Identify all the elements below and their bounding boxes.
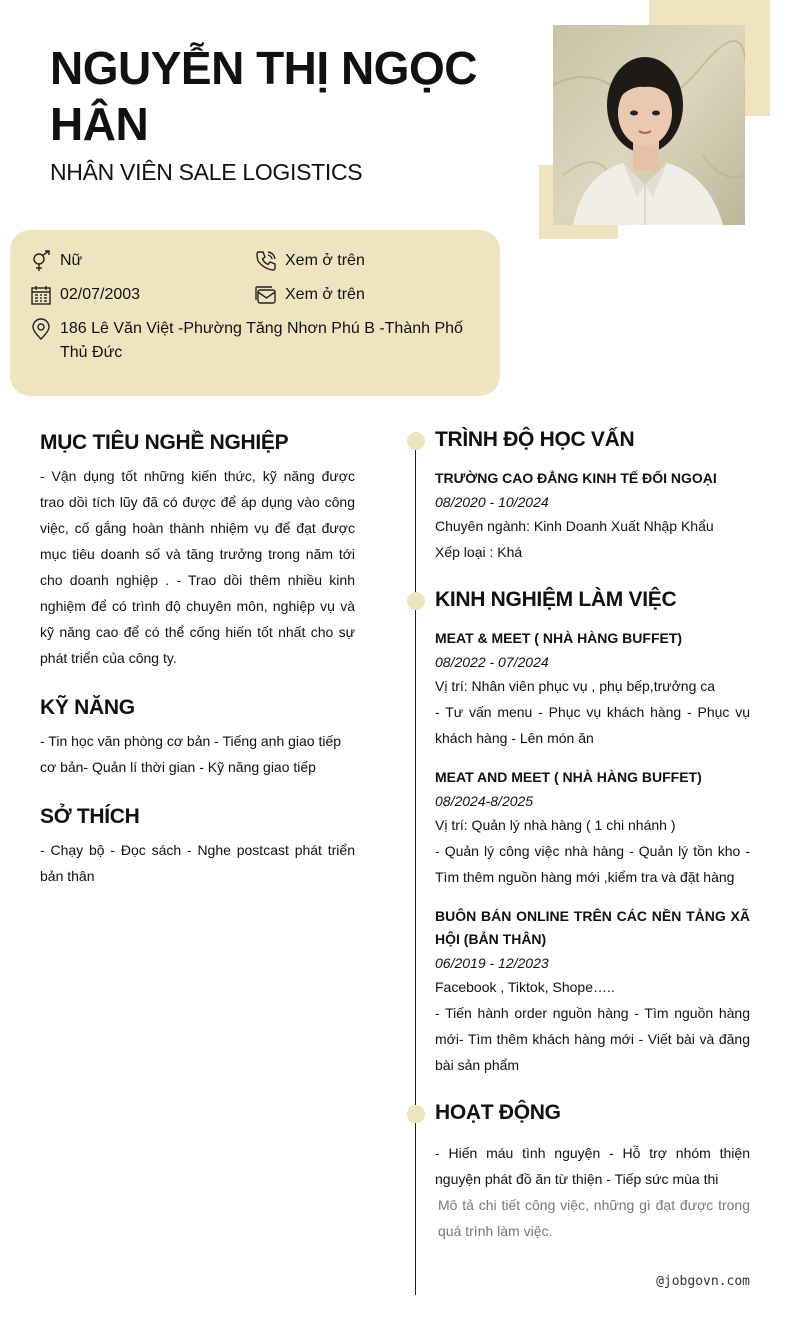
address-item bbox=[30, 317, 480, 365]
job-2-period: 08/2024-8/2025 bbox=[435, 793, 534, 809]
candidate-name: NGUYỄN THỊ NGỌC HÂN bbox=[50, 42, 477, 150]
calendar-icon bbox=[30, 283, 52, 307]
education-major: Chuyên ngành: Kinh Doanh Xuất Nhập Khẩu bbox=[435, 518, 714, 534]
timeline-dot-education bbox=[407, 432, 425, 450]
job-3-period: 06/2019 - 12/2023 bbox=[435, 955, 549, 971]
timeline-line bbox=[415, 441, 416, 1295]
hobbies-text: - Chạy bộ - Đọc sách - Nghe postcast phát triển bản thân bbox=[40, 842, 355, 884]
footer-credit: @jobgovn.com bbox=[656, 1274, 750, 1289]
objective-text: - Vận dụng tốt những kiến thức, kỹ năng được trao dồi tích lũy đã có được để áp dụng vào công việc, cố gắng hoàn thành nhiệm vụ để đạt được mục tiêu doanh số và tăng trưởng trong năm tới cho doanh nghiệp . - Trao dồi thêm nhiều kinh nghiệm để có trình độ chuyên môn, nghiệp vụ và kỹ năng cao để có thể cống hiến tốt nhất cho sự phát triển của công ty. bbox=[40, 468, 355, 666]
job-1-company: MEAT & MEET ( NHÀ HÀNG BUFFET) bbox=[435, 630, 683, 646]
activities-text: - Hiến máu tình nguyện - Hỗ trợ nhóm thiện nguyện phát đồ ăn từ thiện - Tiếp sức mùa thi bbox=[435, 1145, 750, 1187]
job-2-company: MEAT AND MEET ( NHÀ HÀNG BUFFET) bbox=[435, 769, 702, 785]
email-item bbox=[255, 283, 365, 307]
job-3-position: Facebook , Tiktok, Shope….. bbox=[435, 979, 615, 995]
education-period: 08/2020 - 10/2024 bbox=[435, 494, 549, 510]
gender-icon bbox=[30, 249, 52, 273]
address-value: 186 Lê Văn Việt -Phường Tăng Nhơn Phú B -Thành Phố Thủ Đức bbox=[60, 320, 463, 361]
birthday-item bbox=[30, 283, 140, 307]
activities-title: HOẠT ĐỘNG bbox=[435, 1101, 561, 1124]
birthday-value: 02/07/2003 bbox=[60, 286, 141, 303]
timeline-dot-activities bbox=[407, 1105, 425, 1123]
hobbies-title: SỞ THÍCH bbox=[40, 805, 140, 828]
phone-value: Xem ở trên bbox=[285, 252, 365, 269]
timeline-dot-experience bbox=[407, 592, 425, 610]
profile-photo bbox=[553, 25, 745, 225]
activities-description-placeholder: Mô tả chi tiết công việc, những gì đạt được trong quá trình làm việc. bbox=[438, 1197, 750, 1239]
job-1-description: - Tư vấn menu - Phục vụ khách hàng - Phục vụ khách hàng - Lên món ăn bbox=[435, 704, 750, 746]
contact-info-box bbox=[10, 230, 500, 396]
email-value: Xem ở trên bbox=[285, 286, 365, 303]
education-title: TRÌNH ĐỘ HỌC VẤN bbox=[435, 428, 635, 451]
job-2-position: Vị trí: Quản lý nhà hàng ( 1 chi nhánh ) bbox=[435, 817, 676, 833]
job-1-period: 08/2022 - 07/2024 bbox=[435, 654, 549, 670]
location-pin-icon bbox=[30, 317, 52, 341]
job-3-description: - Tiến hành order nguồn hàng - Tìm nguồn hàng mới- Tìm thêm khách hàng mới - Viết bài và đăng bài sản phẩm bbox=[435, 1005, 750, 1073]
skills-text: - Tin học văn phòng cơ bản - Tiếng anh giao tiếp cơ bản- Quản lí thời gian - Kỹ năng giao tiếp bbox=[40, 733, 342, 775]
job-1-position: Vị trí: Nhân viên phục vụ , phụ bếp,trưởng ca bbox=[435, 678, 716, 694]
phone-item bbox=[255, 249, 365, 273]
gender-item bbox=[30, 249, 82, 273]
job-3-company: BUÔN BÁN ONLINE TRÊN CÁC NỀN TẢNG XÃ HỘI (BẢN THÂN) bbox=[435, 908, 750, 947]
objective-title: MỤC TIÊU NGHỀ NGHIỆP bbox=[40, 431, 289, 454]
mail-icon bbox=[255, 283, 277, 307]
experience-title: KINH NGHIỆM LÀM VIỆC bbox=[435, 588, 677, 611]
skills-title: KỸ NĂNG bbox=[40, 696, 135, 719]
phone-icon bbox=[255, 249, 277, 273]
job-title: NHÂN VIÊN SALE LOGISTICS bbox=[50, 159, 363, 185]
gender-value: Nữ bbox=[60, 252, 83, 269]
education-grade: Xếp loại : Khá bbox=[435, 544, 523, 560]
education-school: TRƯỜNG CAO ĐẲNG KINH TẾ ĐỐI NGOẠI bbox=[435, 470, 717, 486]
job-2-description: - Quản lý công việc nhà hàng - Quản lý tồn kho - Tìm thêm nguồn hàng mới ,kiểm tra và đặt hàng bbox=[435, 843, 750, 885]
